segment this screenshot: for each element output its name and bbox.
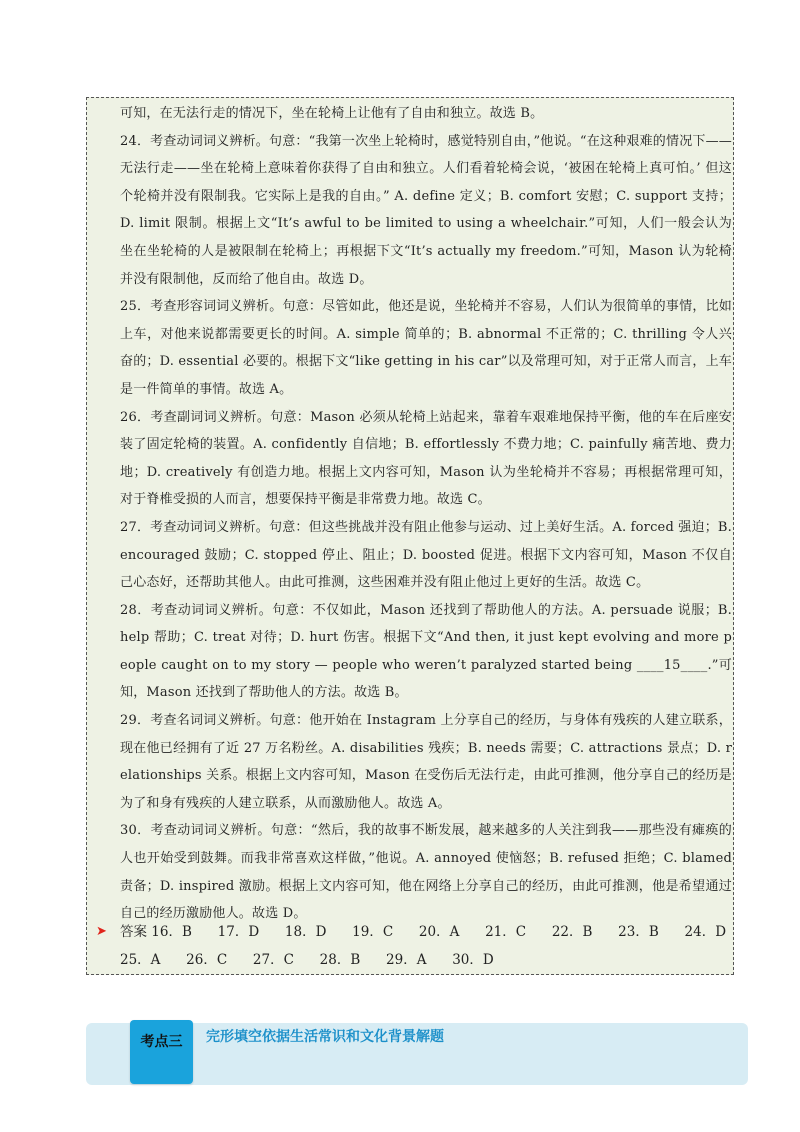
arrow-icon: ➤ [96,924,107,939]
answer-line: 25．A 26．C 27．C 28．B 29．A 30．D [120,952,494,968]
explanation-paragraph: 30．考查动词词义辨析。句意：“然后，我的故事不断发展，越来越多的人关注到我——那些没有瘫痪的人也开始受到鼓舞。而我非常喜欢这样做，”他说。A. annoyed 使恼怒；B. refused 拒绝；C. blamed 责备；D. inspired 激励。根据上文内容可知，他在网络上分享自己的经历，由此可推测，他是希望通过自己的经历激励他人。故选 D。 [120,823,732,922]
explanation-paragraph: 27．考查动词词义辨析。句意：但这些挑战并没有阻止他参与运动、过上美好生活。A. forced 强迫；B. encouraged 鼓励；C. stopped 停止、阻止；D. boosted 促进。根据下文内容可知，Mason 不仅自己心态好，还帮助其他人。由此可推测，这些困难并没有阻止他过上更好的生活。故选 C。 [120,519,732,591]
section-title: 完形填空依据生活常识和文化背景解题 [206,1029,444,1045]
explanation-paragraph: 29．考查名词词义辨析。句意：他开始在 Instagram 上分享自己的经历，与身体有残疾的人建立联系，现在他已经拥有了近 27 万名粉丝。A. disabilities 残疾；B. needs 需要；C. attractions 景点；D. relationships 关系。根据上文内容可知，Mason 在受伤后无法行走，由此可推测，他分享自己的经历是为了和身有残疾的人建立联系，从而激励他人。故选 A。 [120,713,732,811]
explanation-paragraph: 24．考查动词词义辨析。句意：“我第一次坐上轮椅时，感觉特别自由，”他说。“在这种艰难的情况下——无法行走——坐在轮椅上意味着你获得了自由和独立。人们看着轮椅会说，‘被困在轮椅上真可怕。’ 但这个轮椅并没有限制我。它实际上是我的自由。” A. define 定义；B. comfort 安慰；C. support 支持；D. limit 限制。根据上文“It’s awful to be limited to using a wheelchair.”可知，人们一般会认为坐在坐轮椅的人是被限制在轮椅上；再根据下文“It’s actually my freedom.”可知，Mason 认为轮椅并没有限制他，反而给了他自由。故选 D。 [120,133,732,287]
explanation-paragraph: 28．考查动词词义辨析。句意：不仅如此，Mason 还找到了帮助他人的方法。A. persuade 说服；B. help 帮助；C. treat 对待；D. hurt 伤害。根据下文“And then, it just kept evolving and more people caught on to my story — people who weren’t paralyzed started being ____15____.”可知，Mason 还找到了帮助他人的方法。故选 B。 [120,602,732,701]
explanation-paragraph: 可知，在无法行走的情况下，坐在轮椅上让他有了自由和独立。故选 B。 [120,106,544,121]
answer-line: 答案 16．B 17．D 18．D 19．C 20．A 21．C 22．B 23．B 24．D [120,924,727,940]
section-tag-label: 考点三 [140,1034,183,1050]
explanation-text [120,100,732,928]
section-tag [130,1020,193,1084]
answer-list [120,918,726,974]
explanation-paragraph: 26．考查副词词义辨析。句意：Mason 必须从轮椅上站起来，靠着车艰难地保持平衡，他的车在后座安装了固定轮椅的装置。A. confidently 自信地；B. effortlessly 不费力地；C. painfully 痛苦地、费力地；D. creatively 有创造力地。根据上文内容可知，Mason 认为坐轮椅并不容易；再根据常理可知，对于脊椎受损的人而言，想要保持平衡是非常费力地。故选 C。 [120,409,732,508]
explanation-paragraph: 25．考查形容词词义辨析。句意：尽管如此，他还是说，坐轮椅并不容易，人们认为很简单的事情，比如上车，对他来说都需要更长的时间。A. simple 简单的；B. abnormal 不正常的；C. thrilling 令人兴奋的；D. essential 必要的。根据下文“like getting in his car”以及常理可知，对于正常人而言，上车是一件简单的事情。故选 A。 [120,299,732,397]
